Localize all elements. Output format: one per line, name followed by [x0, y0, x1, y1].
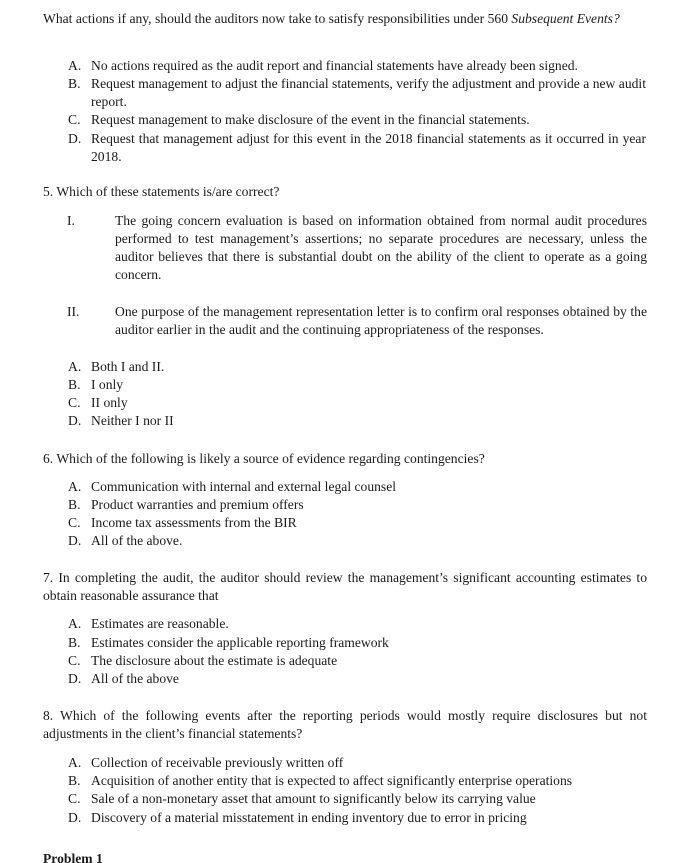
section-heading-cutoff: Problem 1	[43, 851, 103, 863]
q6-option-a: A. Communication with internal and external legal counsel	[68, 479, 397, 494]
q7-option-c: C. The disclosure about the estimate is adequate	[68, 653, 338, 668]
q5-option-c: C. II only	[68, 395, 128, 410]
q7-option-d: D. All of the above	[68, 671, 179, 686]
q6-option-c: C. Income tax assessments from the BIR	[68, 515, 297, 530]
q5-option-a: A. Both I and II.	[68, 359, 165, 374]
q5-option-d: D. Neither I nor II	[68, 413, 174, 428]
q5-stem: 5. Which of these statements is/are correct?	[43, 184, 280, 199]
q5-statement-ii: II. One purpose of the management representation letter is to confirm oral responses obtained by the auditor earlier in the audit and the continuing appropriateness of the responses.	[67, 304, 647, 337]
q4-option-d: D. Request that management adjust for this event in the 2018 financial statements as it occurred in year 2018.	[68, 131, 646, 164]
q7-option-b: B. Estimates consider the applicable reporting framework	[68, 635, 389, 650]
q6-option-d: D. All of the above.	[68, 533, 183, 548]
q8-option-c: C. Sale of a non-monetary asset that amount to significantly below its carrying value	[68, 791, 536, 806]
q7-option-a: A. Estimates are reasonable.	[68, 616, 229, 631]
q6-stem: 6. Which of the following is likely a source of evidence regarding contingencies?	[43, 451, 485, 466]
q8-option-a: A. Collection of receivable previously written off	[68, 755, 344, 770]
q7-stem: 7. In completing the audit, the auditor should review the management’s significant accounting estimates to obtain reasonable assurance that	[43, 570, 647, 603]
q4-option-c: C. Request management to make disclosure of the event in the financial statements.	[68, 112, 530, 127]
q4-stem	[43, 10, 647, 28]
q6-option-b: B. Product warranties and premium offers	[68, 497, 304, 512]
q5-statement-i: I. The going concern evaluation is based on information obtained from normal audit procedures performed to test management’s assertions; no separate procedures are necessary, unless the auditor believes that there is substantial doubt on the ability of the client to operate as a going concern.	[67, 213, 647, 282]
q5-option-b: B. I only	[68, 377, 124, 392]
q4-stem-reference: Subsequent Events?	[511, 11, 620, 26]
q8-stem: 8. Which of the following events after the reporting periods would mostly require disclosures but not adjustments in the client’s financial statements?	[43, 708, 647, 741]
q8-option-d: D. Discovery of a material misstatement in ending inventory due to error in pricing	[68, 810, 527, 825]
q4-stem-text: What actions if any, should the auditors now take to satisfy responsibilities under 560	[43, 11, 508, 26]
q4-option-b: B. Request management to adjust the financial statements, verify the adjustment and provide a new audit report.	[68, 76, 646, 109]
q8-option-b: B. Acquisition of another entity that is expected to affect significantly enterprise operations	[68, 773, 573, 788]
q4-option-a: A. No actions required as the audit report and financial statements have already been signed.	[68, 58, 578, 73]
